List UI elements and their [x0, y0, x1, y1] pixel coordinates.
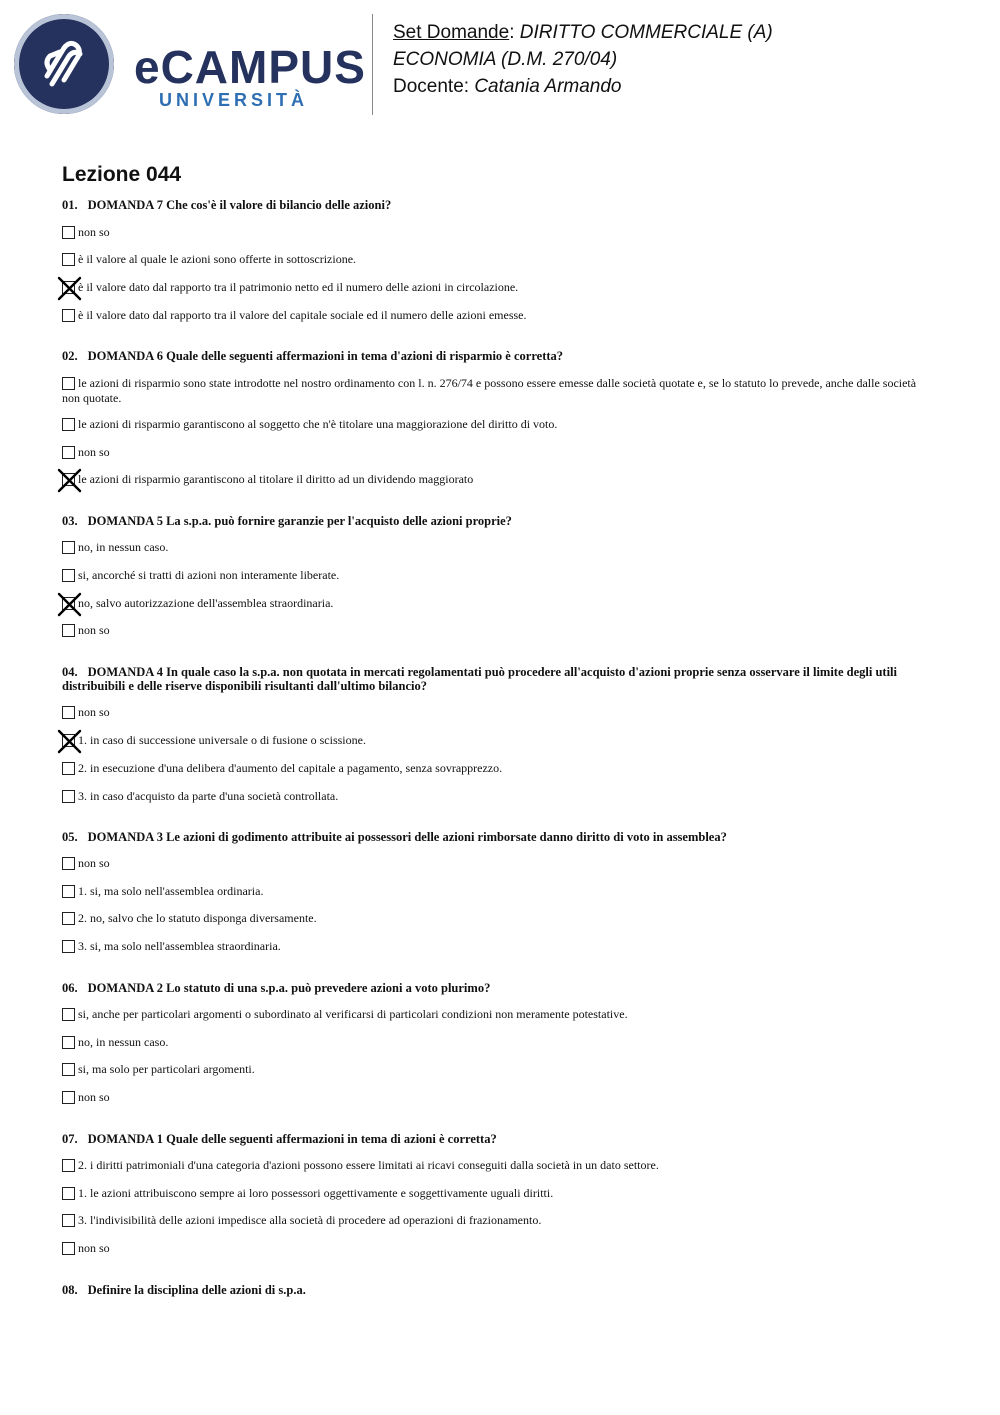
question-number: 04.: [62, 665, 78, 679]
answer-option-label: è il valore dato dal rapporto tra il patrimonio netto ed il numero delle azioni in circolazione.: [78, 280, 519, 294]
answer-option[interactable]: [62, 884, 922, 899]
question-number: 03.: [62, 514, 78, 528]
answer-option-label: non so: [78, 1090, 110, 1104]
set-domande-line: Set Domande: DIRITTO COMMERCIALE (A): [393, 22, 773, 43]
answer-option-label: non so: [78, 856, 110, 870]
question-7: [62, 1132, 922, 1146]
answer-option[interactable]: [62, 417, 922, 432]
answer-option-label: si, ancorché si tratti di azioni non interamente liberate.: [78, 568, 340, 582]
answer-option[interactable]: [62, 1007, 922, 1022]
answer-option[interactable]: [62, 856, 922, 871]
question-text: DOMANDA 2 Lo statuto di una s.p.a. può prevedere azioni a voto plurimo?: [87, 981, 491, 995]
checkbox-icon[interactable]: [62, 762, 75, 775]
answer-option[interactable]: [62, 1186, 922, 1201]
question-number: 05.: [62, 830, 78, 844]
answer-option-label: non so: [78, 225, 110, 239]
question-number: 01.: [62, 198, 78, 212]
checkbox-icon[interactable]: [62, 1242, 75, 1255]
question-number: 06.: [62, 981, 78, 995]
set-value: DIRITTO COMMERCIALE (A): [519, 22, 773, 43]
answer-option[interactable]: [62, 1241, 922, 1256]
answer-option[interactable]: [62, 596, 922, 611]
checkbox-icon[interactable]: [62, 885, 75, 898]
question-1: [62, 198, 922, 212]
checkbox-icon[interactable]: [62, 1187, 75, 1200]
docente-value: Catania Armando: [474, 76, 622, 97]
ecampus-emblem-icon: [14, 14, 114, 114]
checkbox-icon[interactable]: [62, 912, 75, 925]
question-2: [62, 349, 922, 363]
question-text: DOMANDA 5 La s.p.a. può fornire garanzie per l'acquisto delle azioni proprie?: [87, 514, 512, 528]
answer-option[interactable]: [62, 1158, 922, 1173]
answer-option-label: 1. si, ma solo nell'assemblea ordinaria.: [78, 884, 264, 898]
answer-option[interactable]: [62, 472, 922, 487]
answer-option[interactable]: [62, 1090, 922, 1105]
answer-option[interactable]: [62, 1035, 922, 1050]
checkbox-icon[interactable]: [62, 1008, 75, 1021]
question-text: DOMANDA 7 Che cos'è il valore di bilancio delle azioni?: [87, 198, 392, 212]
answer-option[interactable]: [62, 733, 922, 748]
answer-option-label: 2. in esecuzione d'una delibera d'aumento del capitale a pagamento, senza sovrapprezzo.: [78, 761, 503, 775]
answer-option-label: le azioni di risparmio garantiscono al titolare il diritto ad un dividendo maggiorato: [78, 472, 474, 486]
answer-option[interactable]: [62, 939, 922, 954]
question-4: [62, 665, 922, 694]
ecampus-logo: [14, 14, 366, 118]
question-text: DOMANDA 1 Quale delle seguenti affermazioni in tema di azioni è corretta?: [87, 1132, 497, 1146]
answer-option-label: 3. si, ma solo nell'assemblea straordinaria.: [78, 939, 281, 953]
answer-option-label: no, in nessun caso.: [78, 1035, 169, 1049]
set-value-2: ECONOMIA (D.M. 270/04): [393, 49, 618, 70]
checked-checkbox-icon[interactable]: [62, 734, 75, 747]
checkbox-icon[interactable]: [62, 569, 75, 582]
answer-option-label: non so: [78, 1241, 110, 1255]
answer-option-label: 2. i diritti patrimoniali d'una categoria d'azioni possono essere limitati ai ricavi conseguiti dalla società in un dato settore.: [78, 1158, 659, 1172]
lesson-title: Lezione 044: [62, 163, 182, 186]
answer-option-label: 3. l'indivisibilità delle azioni impedisce alla società di procedere ad operazioni di frazionamento.: [78, 1213, 542, 1227]
checkbox-icon[interactable]: [62, 940, 75, 953]
answer-option-label: no, in nessun caso.: [78, 540, 169, 554]
checkbox-icon[interactable]: [62, 790, 75, 803]
set-domande-line-2: [393, 49, 617, 72]
answer-option-label: è il valore al quale le azioni sono offerte in sottoscrizione.: [78, 252, 357, 266]
answer-option-label: le azioni di risparmio garantiscono al soggetto che n'è titolare una maggiorazione del diritto di voto.: [78, 417, 558, 431]
logo-wordmark: eCAMPUS: [134, 41, 366, 93]
checked-checkbox-icon[interactable]: [62, 281, 75, 294]
checkbox-icon[interactable]: [62, 309, 75, 322]
set-label: Set Domande: [393, 22, 510, 43]
question-3: [62, 514, 922, 528]
checkbox-icon[interactable]: [62, 226, 75, 239]
answer-option-label: è il valore dato dal rapporto tra il valore del capitale sociale ed il numero delle azioni emesse.: [78, 308, 527, 322]
header-divider: [372, 14, 373, 115]
answer-option-label: si, ma solo per particolari argomenti.: [78, 1062, 255, 1076]
answer-option-label: 2. no, salvo che lo statuto disponga diversamente.: [78, 911, 317, 925]
answer-option[interactable]: [62, 445, 922, 460]
answer-option[interactable]: [62, 376, 922, 406]
answer-option[interactable]: [62, 568, 922, 583]
answer-option[interactable]: [62, 540, 922, 555]
docente-label: Docente:: [393, 76, 470, 97]
answer-option[interactable]: [62, 225, 922, 240]
answer-option[interactable]: [62, 252, 922, 267]
answer-option-label: le azioni di risparmio sono state introdotte nel nostro ordinamento con l. n. 276/74 e possono essere emesse dalle società quotate e, se lo statuto lo prevede, anche dalle società non quotate.: [62, 376, 917, 405]
checkbox-icon[interactable]: [62, 1063, 75, 1076]
checked-checkbox-icon[interactable]: [62, 473, 75, 486]
checkbox-icon[interactable]: [62, 1159, 75, 1172]
answer-option-label: non so: [78, 445, 110, 459]
answer-option[interactable]: [62, 1062, 922, 1077]
question-text: DOMANDA 3 Le azioni di godimento attribuite ai possessori delle azioni rimborsate danno diritto di voto in assemblea?: [87, 830, 727, 844]
answer-option-label: si, anche per particolari argomenti o subordinato al verificarsi di particolari condizioni non meramente potestative.: [78, 1007, 628, 1021]
answer-option-label: no, salvo autorizzazione dell'assemblea straordinaria.: [78, 596, 334, 610]
checkbox-icon[interactable]: [62, 541, 75, 554]
checked-checkbox-icon[interactable]: [62, 597, 75, 610]
answer-option-label: non so: [78, 623, 110, 637]
docente-line: [393, 76, 622, 99]
question-8: [62, 1283, 922, 1297]
answer-option[interactable]: [62, 623, 922, 638]
answer-option-label: 1. in caso di successione universale o di fusione o scissione.: [78, 733, 366, 747]
question-5: [62, 830, 922, 844]
question-6: [62, 981, 922, 995]
checkbox-icon[interactable]: [62, 857, 75, 870]
checkbox-icon[interactable]: [62, 377, 75, 390]
answer-option[interactable]: [62, 280, 922, 295]
question-text: Definire la disciplina delle azioni di s.p.a.: [87, 1283, 306, 1297]
answer-option[interactable]: [62, 308, 922, 323]
answer-option[interactable]: [62, 789, 922, 804]
question-number: 07.: [62, 1132, 78, 1146]
answer-option-label: 3. in caso d'acquisto da parte d'una società controllata.: [78, 789, 339, 803]
question-number: 02.: [62, 349, 78, 363]
checkbox-icon[interactable]: [62, 624, 75, 637]
checkbox-icon[interactable]: [62, 1091, 75, 1104]
checkbox-icon[interactable]: [62, 706, 75, 719]
answer-option[interactable]: [62, 761, 922, 776]
checkbox-icon[interactable]: [62, 1036, 75, 1049]
answer-option-label: 1. le azioni attribuiscono sempre ai loro possessori oggettivamente e soggettivamente uguali diritti.: [78, 1186, 554, 1200]
answer-option[interactable]: [62, 911, 922, 926]
question-text: DOMANDA 6 Quale delle seguenti affermazioni in tema d'azioni di risparmio è corretta?: [87, 349, 564, 363]
answer-option[interactable]: [62, 705, 922, 720]
checkbox-icon[interactable]: [62, 1214, 75, 1227]
checkbox-icon[interactable]: [62, 418, 75, 431]
checkbox-icon[interactable]: [62, 253, 75, 266]
logo-subtitle: UNIVERSITÀ: [159, 90, 309, 110]
checkbox-icon[interactable]: [62, 446, 75, 459]
question-number: 08.: [62, 1283, 78, 1297]
answer-option[interactable]: [62, 1213, 922, 1228]
question-text: DOMANDA 4 In quale caso la s.p.a. non quotata in mercati regolamentati può procedere all'acquisto d'azioni proprie senza osservare il limite degli utili distribuibili e delle riserve disponibili risultanti dall'ultimo bilancio?: [62, 665, 897, 694]
answer-option-label: non so: [78, 705, 110, 719]
